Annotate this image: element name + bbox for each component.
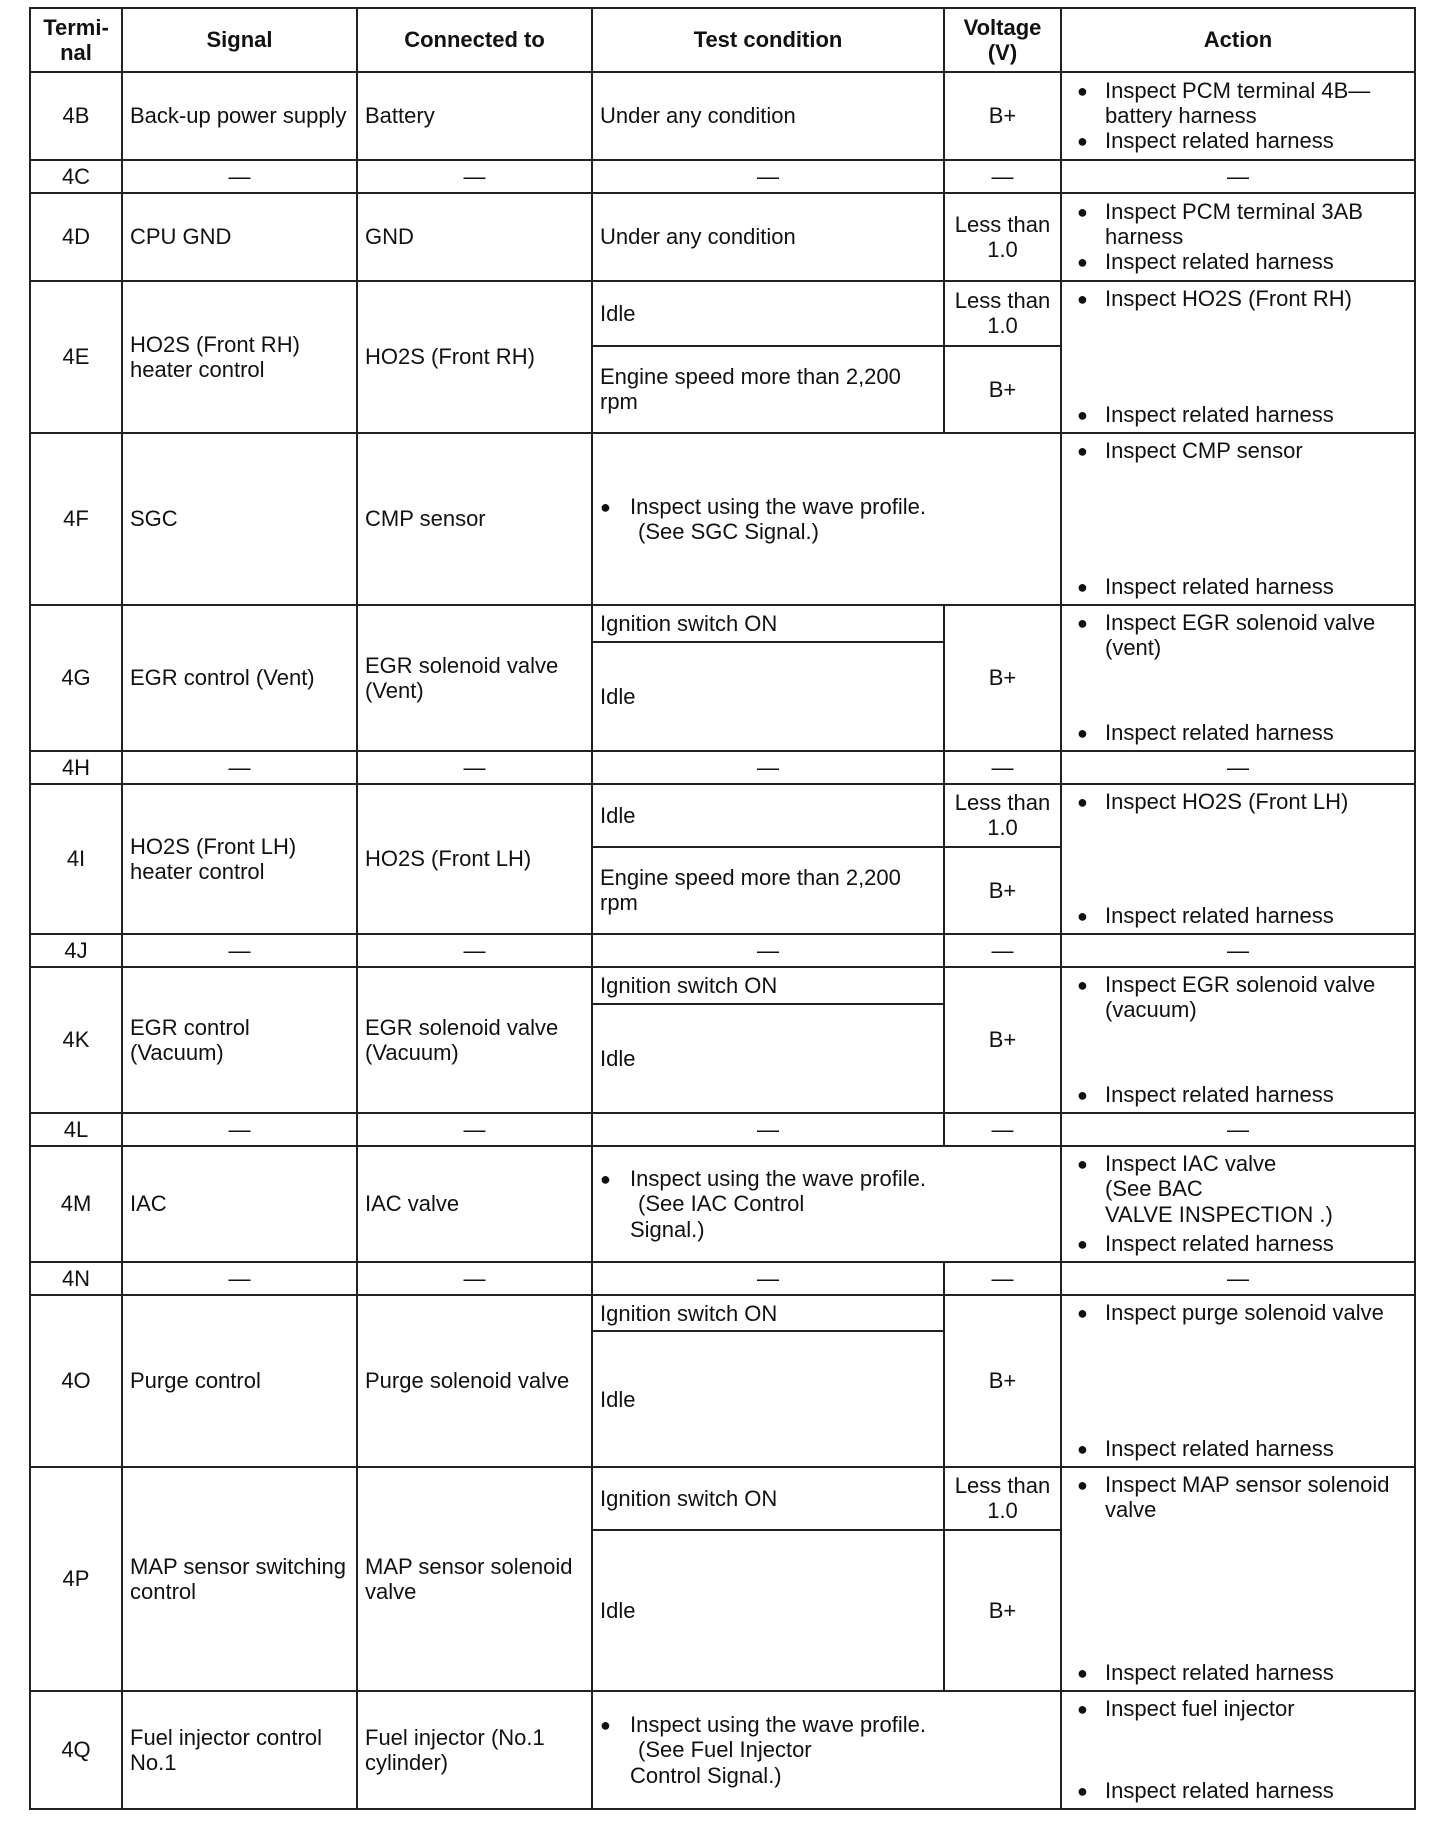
voltage-cell: B+ [944,605,1061,751]
action-item: Inspect related harness [1105,1082,1334,1107]
action-item: Inspect purge solenoid valve [1105,1300,1384,1325]
test-cell: Idle [592,1004,944,1114]
bullet-icon: ● [1077,792,1088,812]
table-row [30,1113,1415,1146]
bullet-icon: ● [1077,1303,1088,1323]
action-item: Inspect related harness [1105,1660,1334,1685]
test-cell: Idle [592,281,944,346]
empty-cell: — [122,1113,357,1146]
action-cell [1061,193,1415,281]
action-cell [1061,967,1415,1113]
action-item: Inspect EGR solenoid valve (vent) [1105,610,1376,661]
wave-reference: Signal.) [630,1216,705,1242]
empty-cell: — [357,934,592,967]
bullet-icon: ● [1077,1663,1088,1683]
action-item: Inspect related harness [1105,574,1334,599]
empty-cell: — [592,1262,944,1295]
empty-cell: — [357,751,592,784]
terminal-cell: 4J [30,934,122,967]
bullet-icon: ● [1077,1439,1088,1459]
action-item: Inspect fuel injector [1105,1696,1295,1721]
test-cell: Ignition switch ON [592,967,944,1004]
voltage-cell: B+ [944,1295,1061,1467]
connected-cell: Purge solenoid valve [357,1295,592,1467]
bullet-icon: ● [1077,441,1088,461]
bullet-icon: ● [1077,975,1088,995]
connected-cell: CMP sensor [357,433,592,605]
bullet-icon: ● [1077,131,1088,152]
voltage-cell: B+ [944,72,1061,160]
bullet-icon: ● [600,496,611,517]
table-row [30,934,1415,967]
bullet-icon: ● [1077,201,1088,222]
terminal-cell: 4M [30,1146,122,1262]
action-reference: (See BAC [1105,1176,1203,1202]
connected-cell: GND [357,193,592,281]
action-cell [1061,605,1415,751]
bullet-icon: ● [1077,1085,1088,1105]
wave-profile-cell [592,433,1061,605]
wave-note: Inspect using the wave profile. [630,493,926,519]
signal-cell: SGC [122,433,357,605]
action-cell [1061,1691,1415,1809]
test-cell: Idle [592,1331,944,1467]
wave-reference: (See Fuel Injector [638,1737,812,1763]
table-row [30,1295,1415,1331]
connected-cell: HO2S (Front LH) [357,784,592,934]
empty-cell: — [944,1262,1061,1295]
action-cell [1061,433,1415,605]
connected-cell: MAP sensor solenoid valve [357,1467,592,1691]
signal-cell: MAP sensor switching control [122,1467,357,1691]
bullet-icon: ● [1077,723,1088,743]
bullet-icon: ● [1077,1699,1088,1719]
test-cell: Under any condition [592,193,944,281]
wave-reference: Control Signal.) [630,1762,782,1788]
signal-cell: Back-up power supply [122,72,357,160]
wave-profile-cell [592,1146,1061,1262]
connected-cell: HO2S (Front RH) [357,281,592,433]
terminal-cell: 4G [30,605,122,751]
header-test-condition: Test condition [592,8,944,72]
empty-cell: — [357,1262,592,1295]
test-cell: Engine speed more than 2,200 rpm [592,346,944,433]
action-cell [1061,784,1415,934]
signal-cell: EGR control (Vacuum) [122,967,357,1113]
terminal-cell: 4F [30,433,122,605]
action-item: Inspect related harness [1105,1778,1334,1803]
action-item: Inspect related harness [1105,720,1334,745]
action-cell [1061,1467,1415,1691]
action-item: Inspect PCM terminal 3AB harness [1105,198,1363,249]
terminal-cell: 4H [30,751,122,784]
table-row [30,1467,1415,1530]
wave-reference: (See SGC Signal.) [638,519,819,544]
table-row [30,605,1415,642]
test-cell: Engine speed more than 2,200 rpm [592,847,944,934]
bullet-icon: ● [1077,1475,1088,1495]
test-cell: Ignition switch ON [592,605,944,642]
terminal-cell: 4E [30,281,122,433]
bullet-icon: ● [1077,1234,1088,1254]
action-reference: VALVE INSPECTION .) [1105,1201,1333,1227]
pcm-terminal-table [29,7,1416,1810]
action-item: Inspect HO2S (Front RH) [1105,286,1352,311]
action-item: Inspect related harness [1105,402,1334,427]
terminal-cell: 4P [30,1467,122,1691]
action-item: Inspect EGR solenoid valve (vacuum) [1105,972,1376,1023]
voltage-cell: B+ [944,967,1061,1113]
signal-cell: CPU GND [122,193,357,281]
test-cell: Under any condition [592,72,944,160]
empty-cell: — [944,160,1061,193]
table-row [30,1691,1415,1809]
empty-cell: — [592,934,944,967]
test-cell: Ignition switch ON [592,1467,944,1530]
table-row [30,281,1415,346]
empty-cell: — [944,751,1061,784]
bullet-icon: ● [1077,289,1088,309]
voltage-cell: B+ [944,346,1061,433]
action-item: Inspect related harness [1105,1436,1334,1461]
empty-cell: — [122,160,357,193]
test-cell: Idle [592,1530,944,1691]
test-cell: Idle [592,784,944,847]
action-item: Inspect PCM terminal 4B—battery harness [1105,77,1371,128]
bullet-icon: ● [1077,405,1088,425]
terminal-cell: 4N [30,1262,122,1295]
empty-cell: — [1061,1262,1415,1295]
action-cell [1061,72,1415,160]
terminal-cell: 4L [30,1113,122,1146]
table-row [30,160,1415,193]
header-terminal: Termi-nal [30,8,122,72]
signal-cell: HO2S (Front LH) heater control [122,784,357,934]
empty-cell: — [592,751,944,784]
action-item: Inspect IAC valve [1105,1151,1277,1176]
empty-cell: — [1061,1113,1415,1146]
voltage-cell: Less than 1.0 [944,784,1061,847]
bullet-icon: ● [1077,577,1088,597]
bullet-icon: ● [1077,906,1088,926]
action-item: Inspect related harness [1105,128,1334,154]
voltage-cell: B+ [944,1530,1061,1691]
action-cell [1061,1146,1415,1262]
wave-profile-cell [592,1691,1061,1809]
table-row [30,193,1415,281]
empty-cell: — [122,1262,357,1295]
empty-cell: — [944,1113,1061,1146]
connected-cell: Battery [357,72,592,160]
table-row [30,967,1415,1004]
action-item: Inspect related harness [1105,903,1334,928]
bullet-icon: ● [1077,80,1088,101]
header-row [30,8,1415,72]
table-row [30,72,1415,160]
header-connected-to: Connected to [357,8,592,72]
table-row [30,1262,1415,1295]
action-item: Inspect related harness [1105,249,1334,275]
empty-cell: — [357,1113,592,1146]
bullet-icon: ● [600,1169,611,1190]
action-item: Inspect related harness [1105,1231,1334,1256]
empty-cell: — [1061,751,1415,784]
voltage-cell: B+ [944,847,1061,934]
bullet-icon: ● [1077,613,1088,633]
bullet-icon: ● [1077,1154,1088,1174]
voltage-cell: Less than 1.0 [944,1467,1061,1530]
header-signal: Signal [122,8,357,72]
signal-cell: Fuel injector control No.1 [122,1691,357,1809]
table-row [30,784,1415,847]
empty-cell: — [944,934,1061,967]
test-cell: Idle [592,642,944,752]
bullet-icon: ● [1077,252,1088,273]
action-cell [1061,281,1415,433]
empty-cell: — [1061,934,1415,967]
bullet-icon: ● [600,1715,611,1736]
voltage-cell: Less than 1.0 [944,193,1061,281]
voltage-cell: Less than 1.0 [944,281,1061,346]
connected-cell: EGR solenoid valve (Vacuum) [357,967,592,1113]
terminal-cell: 4D [30,193,122,281]
signal-cell: Purge control [122,1295,357,1467]
wave-reference: (See IAC Control [638,1191,805,1217]
action-cell [1061,1295,1415,1467]
terminal-cell: 4B [30,72,122,160]
wave-note: Inspect using the wave profile. [630,1166,926,1192]
bullet-icon: ● [1077,1781,1088,1801]
empty-cell: — [357,160,592,193]
test-cell: Ignition switch ON [592,1295,944,1331]
terminal-cell: 4I [30,784,122,934]
table-row [30,433,1415,605]
empty-cell: — [592,160,944,193]
empty-cell: — [122,934,357,967]
connected-cell: EGR solenoid valve (Vent) [357,605,592,751]
header-action: Action [1061,8,1415,72]
action-item: Inspect HO2S (Front LH) [1105,789,1349,814]
action-item: Inspect CMP sensor [1105,438,1303,463]
terminal-cell: 4K [30,967,122,1113]
terminal-cell: 4Q [30,1691,122,1809]
action-item: Inspect MAP sensor solenoid valve [1105,1472,1390,1523]
terminal-cell: 4C [30,160,122,193]
table-row [30,1146,1415,1262]
signal-cell: HO2S (Front RH) heater control [122,281,357,433]
empty-cell: — [1061,160,1415,193]
connected-cell: IAC valve [357,1146,592,1262]
terminal-cell: 4O [30,1295,122,1467]
header-voltage: Voltage (V) [944,8,1061,72]
connected-cell: Fuel injector (No.1 cylinder) [357,1691,592,1809]
signal-cell: EGR control (Vent) [122,605,357,751]
wave-note: Inspect using the wave profile. [630,1712,926,1738]
table-row [30,751,1415,784]
empty-cell: — [122,751,357,784]
signal-cell: IAC [122,1146,357,1262]
empty-cell: — [592,1113,944,1146]
